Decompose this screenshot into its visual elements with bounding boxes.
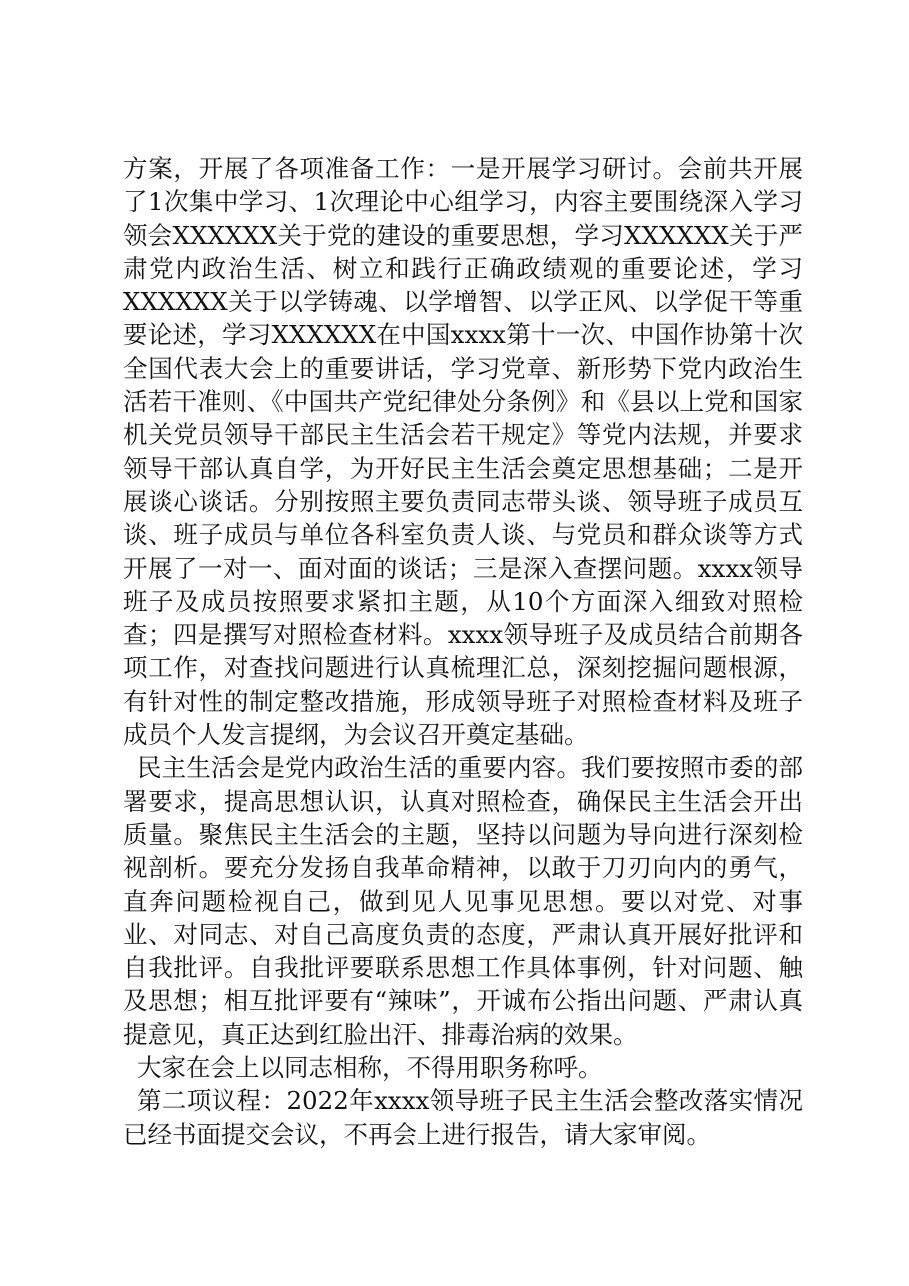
paragraph-address-rule: 大家在会上以同志相称，不得用职务称呼。: [137, 1053, 603, 1083]
paragraph-second-agenda: 第二项议程：2022年xxxx领导班子民主生活会整改落实情况已经书面提交会议，不再会上进行报告，请大家审阅。: [123, 1086, 803, 1149]
document-body: [123, 152, 803, 1151]
paragraph-preparation-work: 方案，开展了各项准备工作：一是开展学习研讨。会前共开展了1次集中学习、1次理论中心组学习，内容主要围绕深入学习领会XXXXXX关于党的建设的重要思想，学习XXXXXX关于严肃党内政治生活、树立和践行正确政绩观的重要论述，学习XXXXXX关于以学铸魂、以学增智、以学正风、以学促干等重要论述，学习XXXXXX在中国xxxx第十一次、中国作协第十次全国代表大会上的重要讲话，学习党章、新形势下党内政治生活若干准则、《中国共产党纪律处分条例》和《县以上党和国家机关党员领导干部民主生活会若干规定》等党内法规，并要求领导干部认真自学，为开好民主生活会奠定思想基础；二是开展谈心谈话。分别按照主要负责同志带头谈、领导班子成员互谈、班子成员与单位各科室负责人谈、与党员和群众谈等方式开展了一对一、面对面的谈话；三是深入查摆问题。xxxx领导班子及成员按照要求紧扣主题，从10个方面深入细致对照检查；四是撰写对照检查材料。xxxx领导班子及成员结合前期各项工作，对查找问题进行认真梳理汇总，深刻挖掘问题根源，有针对性的制定整改措施，形成领导班子对照检查材料及班子成员个人发言提纲，为会议召开奠定基础。: [123, 154, 803, 750]
paragraph-meeting-requirements: 民主生活会是党内政治生活的重要内容。我们要按照市委的部署要求，提高思想认识，认真对照检查，确保民主生活会开出质量。聚焦民主生活会的主题，坚持以问题为导向进行深刻检视剖析。要充分发扬自我革命精神，以敢于刀刃向内的勇气，直奔问题检视自己，做到见人见事见思想。要以对党、对事业、对同志、对自己高度负责的态度，严肃认真开展好批评和自我批评。自我批评要联系思想工作具体事例，针对问题、触及思想；相互批评要有“辣味”，开诚布公指出问题、严肃认真提意见，真正达到红脸出汗、排毒治病的效果。: [123, 753, 803, 1049]
